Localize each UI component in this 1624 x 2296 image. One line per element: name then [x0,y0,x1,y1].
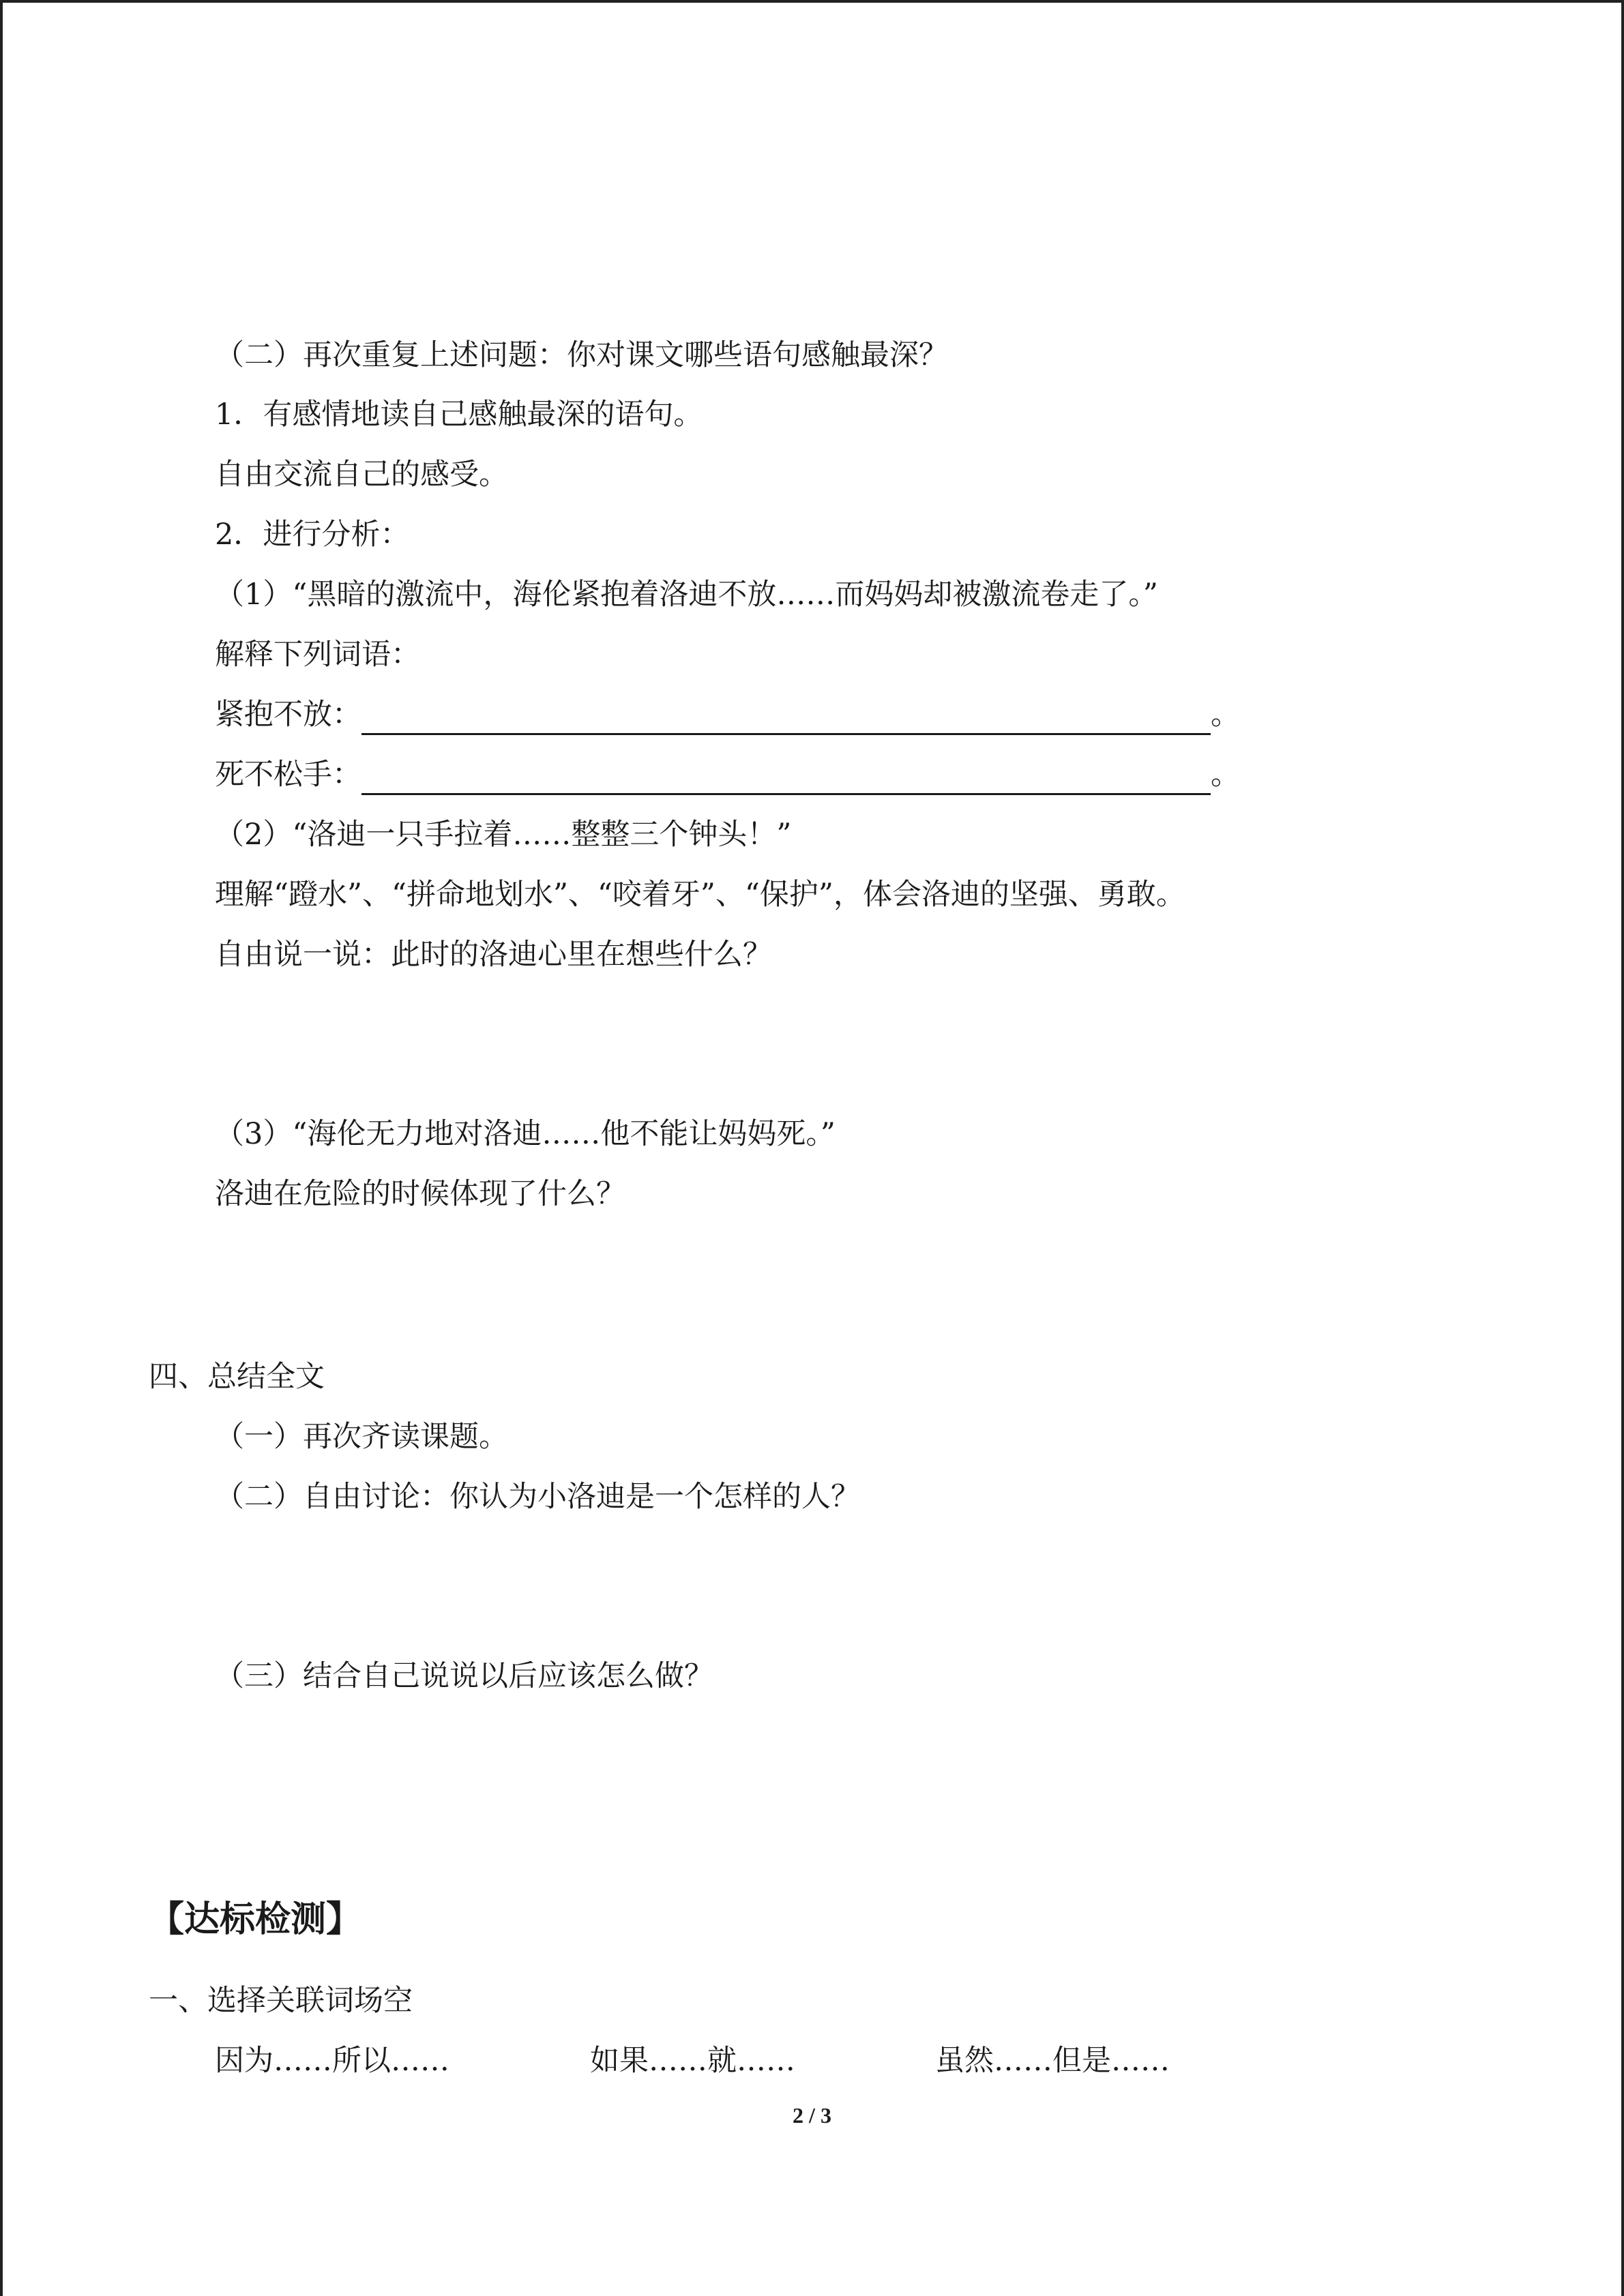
quote-2: （2）“洛迪一只手拉着……整整三个钟头！” [215,818,792,852]
option-1: 因为……所以…… [215,2044,449,2078]
part-4-heading: 四、总结全文 [149,1360,325,1394]
quote-2-task: 理解“蹬水”、“拼命地划水”、“咬着牙”、“保护”，体会洛迪的坚强、勇敢。 [215,878,1185,912]
option-3: 虽然……但是…… [935,2044,1170,2078]
step-1-note: 自由交流自己的感受。 [215,458,508,492]
term-1-label: 紧抱不放： [215,698,361,732]
quote-1-task: 解释下列词语： [215,638,420,672]
term-1-answer-blank[interactable] [361,703,1211,735]
part-4-item-2: （二）自由讨论：你认为小洛迪是一个怎样的人？ [215,1480,860,1514]
part-4-item-1: （一）再次齐读课题。 [215,1420,508,1454]
term-2-label: 死不松手： [215,758,361,792]
section-heading-2: （二）再次重复上述问题：你对课文哪些语句感触最深？ [215,338,948,372]
part-4-item-3: （三）结合自己说说以后应该怎么做？ [215,1659,713,1693]
quote-1: （1）“黑暗的激流中，海伦紧抱着洛迪不放……而妈妈却被激流卷走了。” [215,578,1158,612]
assessment-title: 【达标检测】 [149,1899,362,1940]
option-2: 如果……就…… [590,2044,795,2078]
step-1: 1．有感情地读自己感触最深的语句。 [215,398,703,432]
term-2-end: 。 [1211,758,1240,792]
term-1-row [215,694,1240,735]
term-1-end: 。 [1211,698,1240,732]
quote-3-prompt: 洛迪在危险的时候体现了什么？ [215,1177,625,1211]
term-2-answer-blank[interactable] [361,763,1211,795]
page-number: 2 / 3 [793,2103,831,2128]
exercise-1-heading: 一、选择关联词场空 [149,1984,413,2018]
quote-2-prompt: 自由说一说：此时的洛迪心里在想些什么？ [215,938,772,972]
step-2: 2．进行分析： [215,518,410,552]
quote-3: （3）“海伦无力地对洛迪……他不能让妈妈死。” [215,1117,836,1151]
term-2-row [215,754,1240,795]
